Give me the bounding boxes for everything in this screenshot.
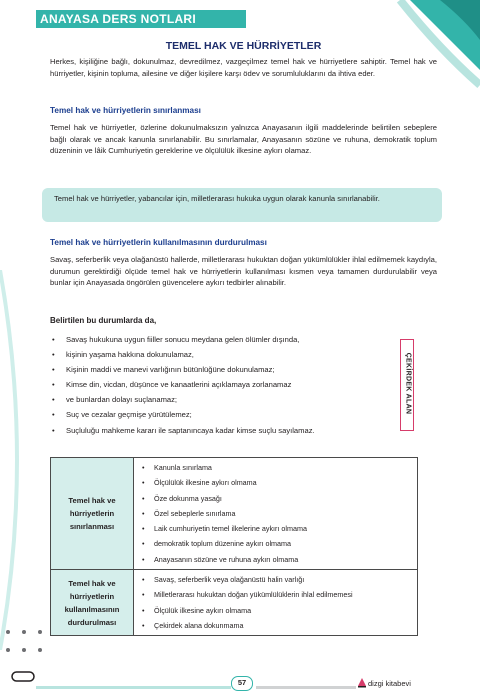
publisher-name: dizgi kitabevi xyxy=(368,679,411,688)
section-heading-limitation: Temel hak ve hürriyetlerin sınırlanması xyxy=(50,106,201,115)
list-item: • Ölçülülük ilkesine aykırı olmama xyxy=(142,475,415,490)
summary-table xyxy=(50,457,418,636)
list-item: • Öze dokunma yasağı xyxy=(142,491,415,506)
list-item: • Anayasanın sözüne ve ruhuna aykırı olmama xyxy=(142,552,415,567)
callout-box xyxy=(42,188,442,222)
table-row-label: Temel hak ve hürriyetlerin kullanılmasının durdurulması xyxy=(51,570,134,636)
list-item: • Suçluluğu mahkeme kararı ile saptanıncaya kadar kimse suçlu sayılamaz. xyxy=(50,423,400,438)
decorative-side-curve xyxy=(0,270,40,650)
list-item: • Kanunla sınırlama xyxy=(142,460,415,475)
list-item: • Milletlerarası hukuktan doğan yükümlülüklerin ihlal edilmemesi xyxy=(142,587,415,602)
list-item: • ve bunlardan dolayı suçlanamaz; xyxy=(50,392,400,407)
section-text-suspension: Savaş, seferberlik veya olağanüstü hallerde, milletlerarası hukuktan doğan yükümlülükler ihlal edilmemek kaydıyla, durumun gerektirdiği ölçüde temel hak ve hürriyetlerin kullanılması kısmen veya tamamen durdurulabilir veya bunlar için Anayasada öngörülen güvencelere aykırı tedbirler alınabilir. xyxy=(50,255,437,287)
section-header-band xyxy=(36,10,246,28)
table-row xyxy=(51,458,418,570)
intro-paragraph: Herkes, kişiliğine bağlı, dokunulmaz, devredilmez, vazgeçilmez temel hak ve hürriyetlere sahiptir. Temel hak ve hürriyetler, kişinin topluma, ailesine ve diğer kişilere karşı ödev ve sorumluluklarını da ihtiva eder. xyxy=(50,57,437,78)
list-item: • Savaş, seferberlik veya olağanüstü halin varlığı xyxy=(142,572,415,587)
table-row xyxy=(51,570,418,636)
list-item: • Savaş hukukuna uygun fiiller sonucu meydana gelen ölümler dışında, xyxy=(50,332,400,347)
core-area-tag xyxy=(400,339,414,431)
list-subheading: Belirtilen bu durumlarda da, xyxy=(50,316,157,325)
table-row-items xyxy=(134,570,418,636)
list-item: • Kişinin maddi ve manevi varlığının bütünlüğüne dokunulamaz; xyxy=(50,362,400,377)
core-area-tag-label: ÇEKİRDEK ALAN xyxy=(404,352,412,415)
page-title: TEMEL HAK VE HÜRRİYETLER xyxy=(165,40,322,52)
decorative-dots xyxy=(4,628,44,688)
list-item: • Laik cumhuriyetin temel ilkelerine aykırı olmama xyxy=(142,521,415,536)
list-item: • Çekirdek alana dokunmama xyxy=(142,618,415,633)
header-label: ANAYASA DERS NOTLARI xyxy=(40,12,197,26)
table-row-label: Temel hak ve hürriyetlerin sınırlanması xyxy=(51,458,134,570)
list-item: • Ölçülük ilkesine aykırı olmama xyxy=(142,603,415,618)
section-text-limitation: Temel hak ve hürriyetler, özlerine dokunulmaksızın yalnızca Anayasanın ilgili maddelerinde belirtilen sebeplere bağlı olarak ve ancak kanunla sınırlanabilir. Bu sınırlamalar, Anayasanın sözüne ve ruhuna, demokratik toplum düzeninin ve lâik Cumhuriyetin gereklerine ve ölçülülük ilkesine aykırı olamaz. xyxy=(50,123,437,155)
table-row-items xyxy=(134,458,418,570)
page-number: 57 xyxy=(231,676,253,691)
list-item: • Özel sebeplerle sınırlama xyxy=(142,506,415,521)
list-item: • demokratik toplum düzenine aykırı olmama xyxy=(142,536,415,551)
footer-divider-right xyxy=(256,686,356,689)
list-item: • Kimse din, vicdan, düşünce ve kanaatlerini açıklamaya zorlanamaz xyxy=(50,377,400,392)
section-heading-suspension: Temel hak ve hürriyetlerin kullanılmasının durdurulması xyxy=(50,238,267,247)
publisher-logo-icon xyxy=(357,677,367,688)
callout-text: Temel hak ve hürriyetler, yabancılar için, milletlerarası hukuka uygun olarak kanunla sınırlanabilir. xyxy=(54,194,380,203)
list-item: • kişinin yaşama hakkına dokunulamaz, xyxy=(50,347,400,362)
footer-divider-left xyxy=(36,686,231,689)
list-item: • Suç ve cezalar geçmişe yürütülemez; xyxy=(50,407,400,422)
core-area-list xyxy=(50,332,400,438)
